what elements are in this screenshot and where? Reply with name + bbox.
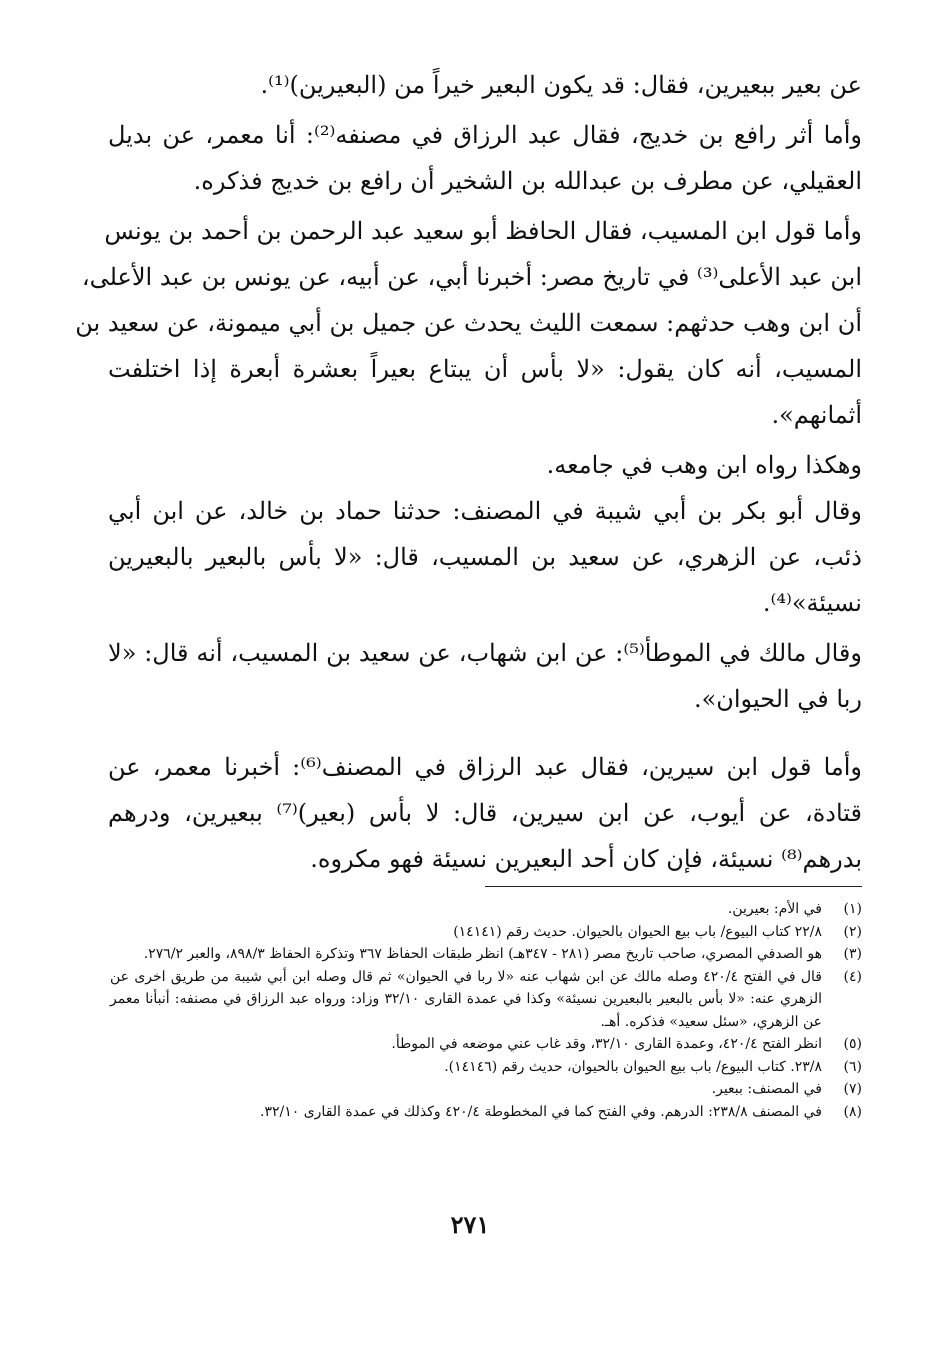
footnote [110,943,862,966]
text-line: أثمانهم». [771,401,862,429]
footnote-number: (١) [843,901,862,917]
text-line: أن ابن وهب حدثهم: سمعت الليث يحدث عن جميل بن أبي ميمونة، عن سعيد بن [75,309,862,337]
footnote-text: هو الصدفي المصري، صاحب تاريخ مصر (٢٨١ - ٣٤٧هـ) انظر طبقات الحفاظ ٣٦٧ وتذكرة الحفاظ ٨٩٨/٣، والعبر ٢٧٦/٢. [143,946,822,962]
footnote-number: (٤) [843,968,862,985]
page-number: ٢٧١ [450,1210,490,1239]
footnotes [110,898,862,1123]
footnote-text: في المصنف: ببعير. [711,1081,822,1097]
footnote [110,966,862,1034]
text-line: عن بعير ببعيرين، فقال: قد يكون البعير خيراً من (البعيرين)⁽¹⁾. [260,71,862,99]
text-line: وأما قول ابن المسيب، فقال الحافظ أبو سعيد عبد الرحمن بن أحمد بن يونس [104,217,862,245]
text-line: وأما أثر رافع بن خديج، فقال عبد الرزاق في مصنفه⁽²⁾: أنا معمر، عن بديل [108,121,862,149]
text-line: قتادة، عن أيوب، عن ابن سيرين، قال: لا بأس (بعير)⁽⁷⁾ ببعيرين، ودرهم [108,799,863,827]
footnote [110,921,862,944]
main-text [75,62,863,882]
text-line: وأما قول ابن سيرين، فقال عبد الرزاق في المصنف⁽⁶⁾: أخبرنا معمر، عن [108,753,863,781]
text-line: المسيب، أنه كان يقول: «لا بأس أن يبتاع بعيراً بعشرة أبعرة إذا اختلفت [108,355,862,383]
footnote-text: قال في الفتح ٤٢٠/٤ وصله مالك عن ابن شهاب عنه «لا ربا في الحيوان» ثم قال وصله ابن أبي شيبة من طريق اخرى عن الزهري عنه: «لا بأس بالبعير بالبعيرين نسيئة» وكذا في عمدة القارى ٣٢/١٠ وزاد: ورواه عبد الرزاق في مصنفه: أنبأنا معمر عن الزهري، «سئل سعيد» فذكره. أهـ. [110,968,823,1030]
footnote-number: (٨) [843,1103,862,1120]
footnote-number: (٧) [843,1081,862,1097]
footnote-number: (٢) [843,923,862,940]
text-line: ابن عبد الأعلى⁽³⁾ في تاريخ مصر: أخبرنا أبي، عن أبيه، عن يونس بن عبد الأعلى، [81,263,862,291]
text-line: بدرهم⁽⁸⁾ نسيئة، فإن كان أحد البعيرين نسيئة فهو مكروه. [310,845,862,873]
text-line: ربا في الحيوان». [693,685,862,713]
text-line: وهكذا رواه ابن وهب في جامعه. [546,451,862,479]
footnote-text: ٢٣/٨. كتاب البيوع/ باب بيع الحيوان بالحيوان، حديث رقم (١٤١٤٦). [444,1058,822,1075]
footnote-separator [485,886,862,887]
footnote [110,1101,862,1124]
text-line: وقال أبو بكر بن أبي شيبة في المصنف: حدثنا حماد بن خالد، عن ابن أبي [108,497,862,525]
text-line: وقال مالك في الموطأ⁽⁵⁾: عن ابن شهاب، عن سعيد بن المسيب، أنه قال: «لا [108,639,862,667]
footnote-text: في المصنف ٢٣٨/٨: الدرهم. وفي الفتح كما في المخطوطة ٤٢٠/٤ وكذلك في عمدة القارى ٣٢/١٠. [260,1103,822,1120]
footnote-text: في الأم: بعيرين. [727,901,822,917]
footnote-number: (٣) [843,946,862,962]
footnote [110,1033,862,1056]
paragraph-gap [108,722,862,744]
footnote [110,898,862,921]
footnote-number: (٦) [843,1058,862,1075]
text-line: نسيئة»⁽⁴⁾. [762,589,862,617]
footnote-text: انظر الفتح ٤٢٠/٤، وعمدة القارى ٣٢/١٠، وقد غاب عني موضعه في الموطأ. [391,1036,822,1052]
footnote [110,1078,862,1101]
footnote [110,1056,862,1079]
text-line: ذئب، عن الزهري، عن سعيد بن المسيب، قال: «لا بأس بالبعير بالبعيرين [108,543,862,571]
footnote-text: ٢٢/٨ كتاب البيوع/ باب بيع الحيوان بالحيوان. حديث رقم (١٤١٤١) [453,923,822,940]
footnote-number: (٥) [843,1036,862,1052]
text-line: العقيلي، عن مطرف بن عبدالله بن الشخير أن رافع بن خديج فذكره. [193,167,862,195]
